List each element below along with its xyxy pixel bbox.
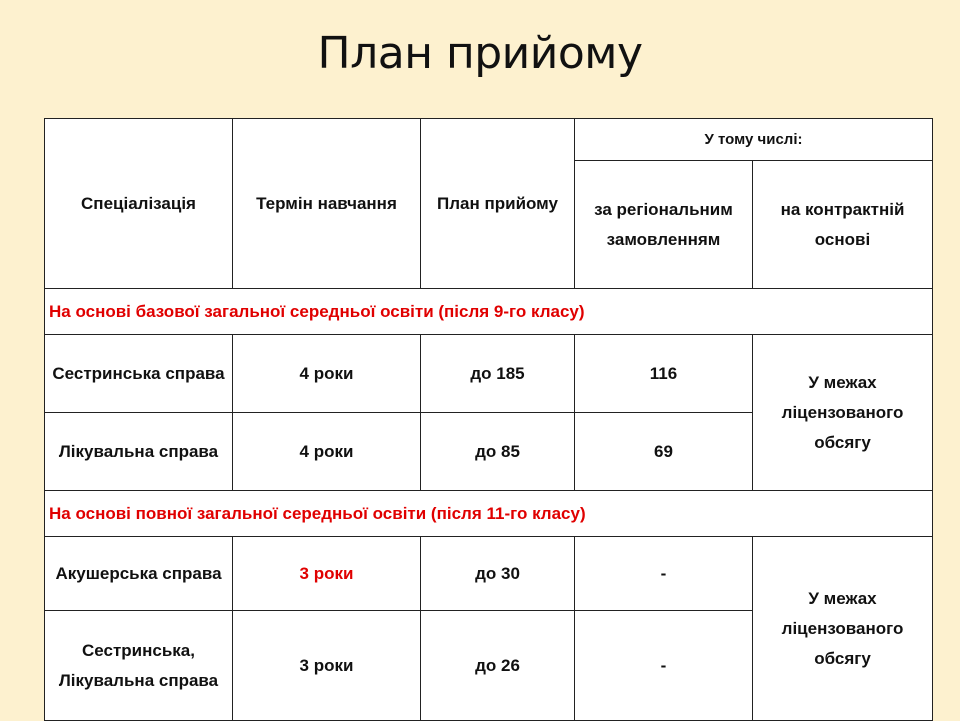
cell-specialization: Сестринська, Лікувальна справа	[45, 611, 233, 721]
section-title: На основі повної загальної середньої освіти (після 11-го класу)	[45, 491, 933, 537]
table-row	[45, 537, 933, 611]
cell-contract-note: У межах ліцензованого обсягу	[753, 537, 933, 721]
cell-term: 4 роки	[233, 335, 421, 413]
cell-plan: до 26	[421, 611, 575, 721]
admission-plan-table	[44, 118, 933, 721]
cell-plan: до 185	[421, 335, 575, 413]
cell-term: 3 роки	[233, 537, 421, 611]
page-title: План прийому	[317, 28, 643, 79]
cell-regional: 69	[575, 413, 753, 491]
cell-plan: до 85	[421, 413, 575, 491]
section-row	[45, 289, 933, 335]
header-plan: План прийому	[421, 119, 575, 289]
cell-regional: -	[575, 611, 753, 721]
section-title: На основі базової загальної середньої освіти (після 9-го класу)	[45, 289, 933, 335]
cell-regional: 116	[575, 335, 753, 413]
section-row	[45, 491, 933, 537]
table-row	[45, 335, 933, 413]
cell-contract-note: У межах ліцензованого обсягу	[753, 335, 933, 491]
header-regional: за регіональним замовленням	[575, 161, 753, 289]
cell-specialization: Акушерська справа	[45, 537, 233, 611]
header-including: У тому числі:	[575, 119, 933, 161]
cell-term: 4 роки	[233, 413, 421, 491]
cell-plan: до 30	[421, 537, 575, 611]
header-row	[45, 119, 933, 161]
header-specialization: Спеціалізація	[45, 119, 233, 289]
header-term: Термін навчання	[233, 119, 421, 289]
header-contract: на контрактній основі	[753, 161, 933, 289]
cell-regional: -	[575, 537, 753, 611]
cell-specialization: Лікувальна справа	[45, 413, 233, 491]
cell-specialization: Сестринська справа	[45, 335, 233, 413]
cell-term: 3 роки	[233, 611, 421, 721]
